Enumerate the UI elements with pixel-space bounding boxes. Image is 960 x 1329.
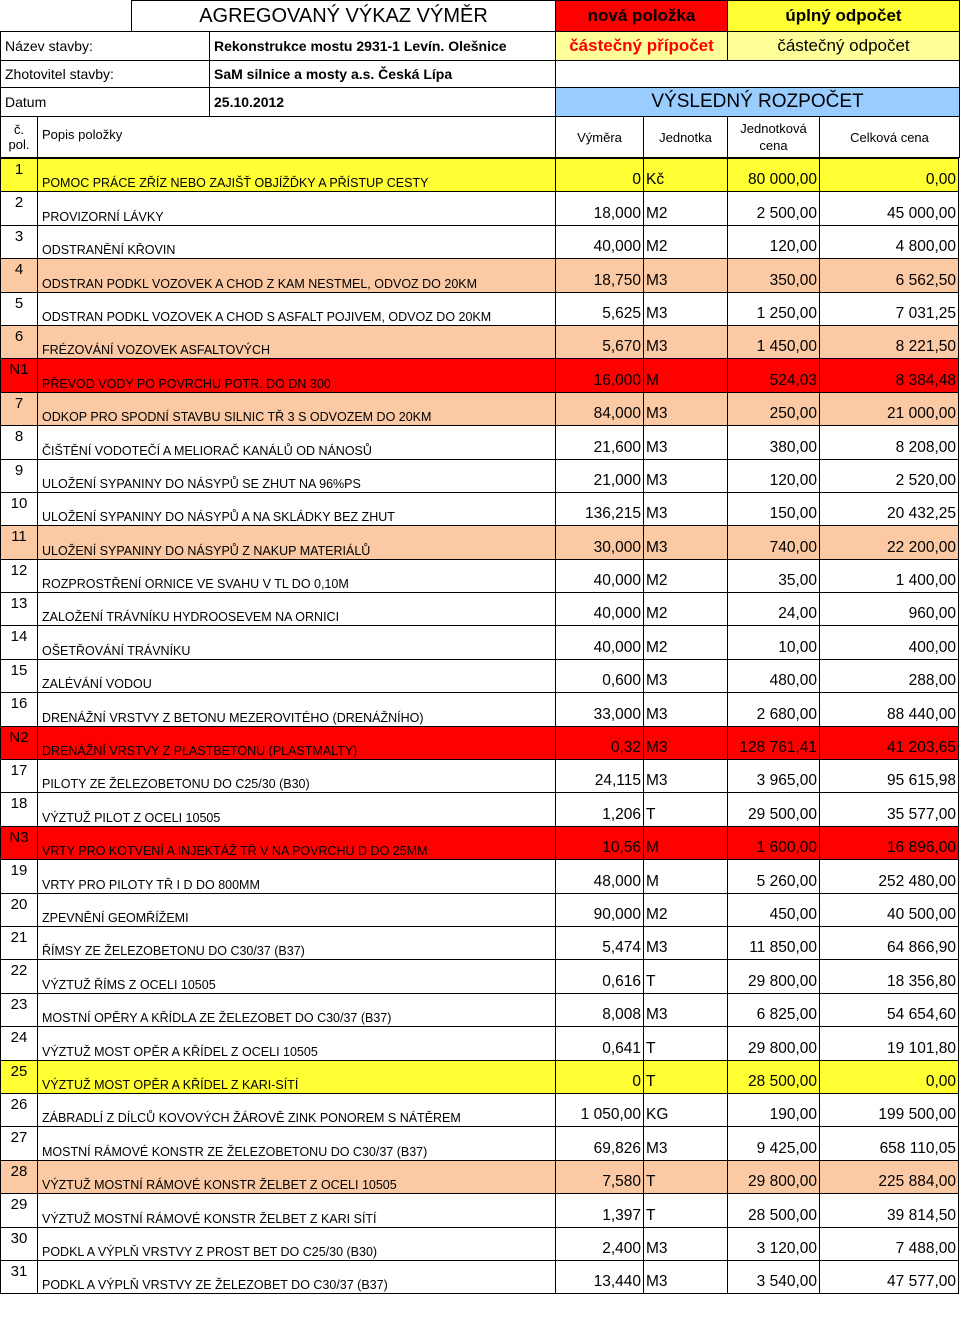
row-unit: KG <box>644 1093 728 1126</box>
row-quantity: 24,115 <box>556 760 644 793</box>
row-total-price: 1 400,00 <box>820 559 959 592</box>
row-total-price: 54 654,60 <box>820 993 959 1026</box>
row-total-price: 7 488,00 <box>820 1227 959 1260</box>
row-description: MOSTNÍ RÁMOVÉ KONSTR ZE ŽELEZOBETONU DO C30/37 (B37) <box>38 1127 556 1160</box>
row-total-price: 41 203,65 <box>820 726 959 759</box>
table-row <box>1 559 959 592</box>
row-total-price: 7 031,25 <box>820 292 959 325</box>
row-description: PILOTY ZE ŽELEZOBETONU DO C25/30 (B30) <box>38 760 556 793</box>
row-unit-price: 10,00 <box>728 626 820 659</box>
row-total-price: 658 110,05 <box>820 1127 959 1160</box>
row-quantity: 1,206 <box>556 793 644 826</box>
row-number: 23 <box>1 993 38 1026</box>
table-row <box>1 1227 959 1260</box>
row-number: 31 <box>1 1260 38 1293</box>
row-total-price: 225 884,00 <box>820 1160 959 1193</box>
row-unit-price: 250,00 <box>728 392 820 425</box>
row-number: 14 <box>1 626 38 659</box>
row-description: PROVIZORNÍ LÁVKY <box>38 192 556 225</box>
col-header-jednotkova-cena <box>727 116 820 158</box>
row-unit: M3 <box>644 492 728 525</box>
col-header-cislo-2: pol. <box>8 137 30 152</box>
row-total-price: 40 500,00 <box>820 893 959 926</box>
col-header-jedn-cena-2: cena <box>759 138 788 153</box>
row-total-price: 64 866,90 <box>820 926 959 959</box>
table-row <box>1 726 959 759</box>
zhotovitel-value: SaM silnice a mosty a.s. Česká Lípa <box>209 60 556 88</box>
row-unit: M3 <box>644 426 728 459</box>
row-unit: Kč <box>644 159 728 192</box>
row-unit-price: 524,03 <box>728 359 820 392</box>
legend-uplny-odpocet: úplný odpočet <box>727 0 960 32</box>
table-row <box>1 793 959 826</box>
row-quantity: 0,616 <box>556 960 644 993</box>
table-row <box>1 426 959 459</box>
row-total-price: 4 800,00 <box>820 225 959 258</box>
row-unit: M2 <box>644 559 728 592</box>
table-row <box>1 626 959 659</box>
row-unit-price: 2 500,00 <box>728 192 820 225</box>
items-body <box>1 159 959 1294</box>
row-unit-price: 9 425,00 <box>728 1127 820 1160</box>
row-total-price: 8 384,48 <box>820 359 959 392</box>
row-description: ULOŽENÍ SYPANINY DO NÁSYPŮ SE ZHUT NA 96%PS <box>38 459 556 492</box>
row-number: 4 <box>1 259 38 292</box>
row-unit: T <box>644 1194 728 1227</box>
table-row <box>1 593 959 626</box>
row-number: 17 <box>1 760 38 793</box>
row-number: 7 <box>1 392 38 425</box>
row-unit: M2 <box>644 626 728 659</box>
row-number: 12 <box>1 559 38 592</box>
header-blank-right <box>555 60 960 88</box>
row-quantity: 48,000 <box>556 860 644 893</box>
col-header-jednotka: Jednotka <box>643 116 728 158</box>
row-unit-price: 29 500,00 <box>728 793 820 826</box>
legend-nova-polozka: nová položka <box>555 0 728 32</box>
row-quantity: 5,474 <box>556 926 644 959</box>
table-row <box>1 259 959 292</box>
row-unit: M3 <box>644 1127 728 1160</box>
row-number: 8 <box>1 426 38 459</box>
col-header-celkova-cena: Celková cena <box>819 116 960 158</box>
row-number: 25 <box>1 1060 38 1093</box>
row-number: N1 <box>1 359 38 392</box>
row-unit-price: 740,00 <box>728 526 820 559</box>
table-row <box>1 459 959 492</box>
row-quantity: 13,440 <box>556 1260 644 1293</box>
row-unit-price: 80 000,00 <box>728 159 820 192</box>
table-row <box>1 659 959 692</box>
row-unit: T <box>644 1060 728 1093</box>
table-row <box>1 159 959 192</box>
row-description: VÝZTUŽ MOST OPĚR A KŘÍDEL Z OCELI 10505 <box>38 1027 556 1060</box>
row-quantity: 21,600 <box>556 426 644 459</box>
row-description: ODSTRANĚNÍ KŘOVIN <box>38 225 556 258</box>
row-description: ODSTRAN PODKL VOZOVEK A CHOD S ASFALT POJIVEM, ODVOZ DO 20KM <box>38 292 556 325</box>
row-unit: M <box>644 359 728 392</box>
row-number: 3 <box>1 225 38 258</box>
table-row <box>1 292 959 325</box>
items-table <box>0 158 959 1294</box>
row-quantity: 2,400 <box>556 1227 644 1260</box>
row-unit: M3 <box>644 292 728 325</box>
row-description: DRENÁŽNÍ VRSTVY Z BETONU MEZEROVITÉHO (DRENÁŽNÍHO) <box>38 693 556 726</box>
row-quantity: 0,641 <box>556 1027 644 1060</box>
table-row <box>1 325 959 358</box>
table-row <box>1 993 959 1026</box>
row-quantity: 0 <box>556 1060 644 1093</box>
row-unit-price: 6 825,00 <box>728 993 820 1026</box>
row-number: N2 <box>1 726 38 759</box>
row-unit-price: 1 250,00 <box>728 292 820 325</box>
table-row <box>1 1127 959 1160</box>
row-unit: M3 <box>644 526 728 559</box>
table-row <box>1 192 959 225</box>
row-total-price: 21 000,00 <box>820 392 959 425</box>
row-description: ULOŽENÍ SYPANINY DO NÁSYPŮ A NA SKLÁDKY BEZ ZHUT <box>38 492 556 525</box>
row-quantity: 40,000 <box>556 626 644 659</box>
row-unit: M2 <box>644 192 728 225</box>
row-unit-price: 3 965,00 <box>728 760 820 793</box>
row-unit-price: 29 800,00 <box>728 1027 820 1060</box>
row-unit: M3 <box>644 726 728 759</box>
row-unit-price: 128 761,41 <box>728 726 820 759</box>
row-quantity: 33,000 <box>556 693 644 726</box>
table-row <box>1 693 959 726</box>
row-unit-price: 2 680,00 <box>728 693 820 726</box>
row-unit-price: 29 800,00 <box>728 1160 820 1193</box>
row-number: 28 <box>1 1160 38 1193</box>
row-number: 26 <box>1 1093 38 1126</box>
row-unit-price: 28 500,00 <box>728 1060 820 1093</box>
sheet-header <box>0 0 960 158</box>
table-row <box>1 1060 959 1093</box>
table-row <box>1 1093 959 1126</box>
row-quantity: 0,32 <box>556 726 644 759</box>
legend-castecny-pripocet: částečný přípočet <box>555 31 728 61</box>
row-number: 2 <box>1 192 38 225</box>
row-unit-price: 3 120,00 <box>728 1227 820 1260</box>
row-unit: M3 <box>644 760 728 793</box>
row-unit-price: 380,00 <box>728 426 820 459</box>
col-header-popis: Popis položky <box>37 116 556 158</box>
row-number: 9 <box>1 459 38 492</box>
col-header-cislo <box>0 116 38 158</box>
col-header-jedn-cena-1: Jednotková <box>740 121 807 136</box>
row-description: ZALOŽENÍ TRÁVNÍKU HYDROOSEVEM NA ORNICI <box>38 593 556 626</box>
row-description: VÝZTUŽ MOSTNÍ RÁMOVÉ KONSTR ŽELBET Z OCELI 10505 <box>38 1160 556 1193</box>
row-quantity: 40,000 <box>556 225 644 258</box>
row-unit: M3 <box>644 392 728 425</box>
table-row <box>1 860 959 893</box>
row-total-price: 16 896,00 <box>820 826 959 859</box>
row-total-price: 19 101,80 <box>820 1027 959 1060</box>
row-description: PODKL A VÝPLŇ VRSTVY Z PROST BET DO C25/30 (B30) <box>38 1227 556 1260</box>
table-row <box>1 526 959 559</box>
table-row <box>1 359 959 392</box>
table-row <box>1 392 959 425</box>
row-total-price: 45 000,00 <box>820 192 959 225</box>
row-description: ŘÍMSY ZE ŽELEZOBETONU DO C30/37 (B37) <box>38 926 556 959</box>
table-row <box>1 1194 959 1227</box>
row-number: 29 <box>1 1194 38 1227</box>
row-total-price: 8 221,50 <box>820 325 959 358</box>
row-quantity: 90,000 <box>556 893 644 926</box>
row-unit-price: 11 850,00 <box>728 926 820 959</box>
row-number: 18 <box>1 793 38 826</box>
row-quantity: 7,580 <box>556 1160 644 1193</box>
datum-value: 25.10.2012 <box>209 87 556 117</box>
row-unit-price: 150,00 <box>728 492 820 525</box>
vysledny-rozpocet: VÝSLEDNÝ ROZPOČET <box>555 87 960 117</box>
row-unit-price: 1 450,00 <box>728 325 820 358</box>
row-number: 13 <box>1 593 38 626</box>
row-unit-price: 3 540,00 <box>728 1260 820 1293</box>
row-description: ODKOP PRO SPODNÍ STAVBU SILNIC TŘ 3 S ODVOZEM DO 20KM <box>38 392 556 425</box>
row-number: 27 <box>1 1127 38 1160</box>
row-number: 30 <box>1 1227 38 1260</box>
row-description: PODKL A VÝPLŇ VRSTVY ZE ŽELEZOBET DO C30/37 (B37) <box>38 1260 556 1293</box>
row-unit: M3 <box>644 459 728 492</box>
row-description: DRENÁŽNÍ VRSTVY Z PLASTBETONU (PLASTMALTY) <box>38 726 556 759</box>
row-quantity: 10,56 <box>556 826 644 859</box>
table-row <box>1 826 959 859</box>
row-number: 16 <box>1 693 38 726</box>
row-total-price: 20 432,25 <box>820 492 959 525</box>
header-blank-left <box>0 0 132 32</box>
row-description: OŠETŘOVÁNÍ TRÁVNÍKU <box>38 626 556 659</box>
row-total-price: 400,00 <box>820 626 959 659</box>
row-quantity: 1,397 <box>556 1194 644 1227</box>
row-description: PŘEVOD VODY PO POVRCHU POTR. DO DN 300 <box>38 359 556 392</box>
table-row <box>1 1027 959 1060</box>
row-unit: M3 <box>644 693 728 726</box>
row-total-price: 22 200,00 <box>820 526 959 559</box>
row-number: 21 <box>1 926 38 959</box>
row-unit-price: 35,00 <box>728 559 820 592</box>
row-unit: M3 <box>644 259 728 292</box>
row-total-price: 960,00 <box>820 593 959 626</box>
row-unit: T <box>644 793 728 826</box>
row-quantity: 5,670 <box>556 325 644 358</box>
row-description: VÝZTUŽ MOST OPĚR A KŘÍDEL Z KARI-SÍTÍ <box>38 1060 556 1093</box>
row-description: VÝZTUŽ MOSTNÍ RÁMOVÉ KONSTR ŽELBET Z KARI SÍTÍ <box>38 1194 556 1227</box>
nazev-label: Název stavby: <box>0 31 210 61</box>
row-quantity: 69,826 <box>556 1127 644 1160</box>
row-unit-price: 450,00 <box>728 893 820 926</box>
row-unit-price: 24,00 <box>728 593 820 626</box>
row-description: ZALÉVÁNÍ VODOU <box>38 659 556 692</box>
row-quantity: 8,008 <box>556 993 644 1026</box>
row-unit: M2 <box>644 593 728 626</box>
row-total-price: 8 208,00 <box>820 426 959 459</box>
row-total-price: 0,00 <box>820 159 959 192</box>
row-quantity: 40,000 <box>556 593 644 626</box>
row-quantity: 21,000 <box>556 459 644 492</box>
row-total-price: 18 356,80 <box>820 960 959 993</box>
table-row <box>1 760 959 793</box>
row-description: VÝZTUŽ PILOT Z OCELI 10505 <box>38 793 556 826</box>
row-description: VRTY PRO PILOTY TŘ I D DO 800MM <box>38 860 556 893</box>
row-quantity: 84,000 <box>556 392 644 425</box>
table-row <box>1 926 959 959</box>
col-header-cislo-1: č. <box>13 122 25 137</box>
row-unit: T <box>644 1160 728 1193</box>
row-unit-price: 5 260,00 <box>728 860 820 893</box>
row-description: VÝZTUŽ ŘÍMS Z OCELI 10505 <box>38 960 556 993</box>
row-total-price: 35 577,00 <box>820 793 959 826</box>
row-total-price: 252 480,00 <box>820 860 959 893</box>
row-description: ROZPROSTŘENÍ ORNICE VE SVAHU V TL DO 0,10M <box>38 559 556 592</box>
row-unit-price: 120,00 <box>728 225 820 258</box>
row-quantity: 40,000 <box>556 559 644 592</box>
row-unit-price: 1 600,00 <box>728 826 820 859</box>
row-quantity: 5,625 <box>556 292 644 325</box>
row-total-price: 2 520,00 <box>820 459 959 492</box>
row-description: FRÉZOVÁNÍ VOZOVEK ASFALTOVÝCH <box>38 325 556 358</box>
row-number: 10 <box>1 492 38 525</box>
row-unit-price: 480,00 <box>728 659 820 692</box>
row-description: VRTY PRO KOTVENÍ A INJEKTÁŽ TŘ V NA POVRCHU D DO 25MM <box>38 826 556 859</box>
nazev-value: Rekonstrukce mostu 2931-1 Levín. Olešnice <box>209 31 556 61</box>
row-number: 19 <box>1 860 38 893</box>
row-description: ODSTRAN PODKL VOZOVEK A CHOD Z KAM NESTMEL, ODVOZ DO 20KM <box>38 259 556 292</box>
row-total-price: 47 577,00 <box>820 1260 959 1293</box>
col-header-vymera: Výměra <box>555 116 644 158</box>
row-quantity: 0 <box>556 159 644 192</box>
row-quantity: 136,215 <box>556 492 644 525</box>
row-unit-price: 350,00 <box>728 259 820 292</box>
row-description: POMOC PRÁCE ZŘÍZ NEBO ZAJIŠŤ OBJÍŽĎKY A PŘÍSTUP CESTY <box>38 159 556 192</box>
items-grid <box>0 158 960 1294</box>
row-unit-price: 120,00 <box>728 459 820 492</box>
row-number: 1 <box>1 159 38 192</box>
row-quantity: 16,000 <box>556 359 644 392</box>
row-total-price: 88 440,00 <box>820 693 959 726</box>
row-unit: T <box>644 960 728 993</box>
row-unit: M3 <box>644 926 728 959</box>
table-row <box>1 225 959 258</box>
row-total-price: 95 615,98 <box>820 760 959 793</box>
row-total-price: 0,00 <box>820 1060 959 1093</box>
zhotovitel-label: Zhotovitel stavby: <box>0 60 210 88</box>
row-unit: M <box>644 860 728 893</box>
row-unit-price: 190,00 <box>728 1093 820 1126</box>
row-unit-price: 28 500,00 <box>728 1194 820 1227</box>
row-number: 11 <box>1 526 38 559</box>
row-unit: M2 <box>644 225 728 258</box>
row-number: 5 <box>1 292 38 325</box>
row-number: 24 <box>1 1027 38 1060</box>
row-description: ČIŠTĚNÍ VODOTEČÍ A MELIORAČ KANÁLŮ OD NÁNOSŮ <box>38 426 556 459</box>
table-row <box>1 893 959 926</box>
datum-label: Datum <box>0 87 210 117</box>
row-description: ULOŽENÍ SYPANINY DO NÁSYPŮ Z NAKUP MATERIÁLŮ <box>38 526 556 559</box>
row-quantity: 1 050,00 <box>556 1093 644 1126</box>
legend-castecny-odpocet: částečný odpočet <box>727 31 960 61</box>
row-description: ZPEVNĚNÍ GEOMŘÍŽEMI <box>38 893 556 926</box>
row-unit: M3 <box>644 993 728 1026</box>
row-number: 6 <box>1 325 38 358</box>
row-quantity: 18,000 <box>556 192 644 225</box>
row-quantity: 18,750 <box>556 259 644 292</box>
row-total-price: 288,00 <box>820 659 959 692</box>
row-unit: M3 <box>644 1260 728 1293</box>
row-total-price: 6 562,50 <box>820 259 959 292</box>
table-row <box>1 1160 959 1193</box>
row-quantity: 0,600 <box>556 659 644 692</box>
row-unit: M <box>644 826 728 859</box>
table-row <box>1 960 959 993</box>
row-number: 20 <box>1 893 38 926</box>
table-row <box>1 1260 959 1293</box>
row-description: ZÁBRADLÍ Z DÍLCŮ KOVOVÝCH ŽÁROVĚ ZINK PONOREM S NÁTĚREM <box>38 1093 556 1126</box>
row-quantity: 30,000 <box>556 526 644 559</box>
row-total-price: 39 814,50 <box>820 1194 959 1227</box>
row-number: N3 <box>1 826 38 859</box>
row-number: 22 <box>1 960 38 993</box>
table-row <box>1 492 959 525</box>
row-description: MOSTNÍ OPĚRY A KŘÍDLA ZE ŽELEZOBET DO C30/37 (B37) <box>38 993 556 1026</box>
row-total-price: 199 500,00 <box>820 1093 959 1126</box>
row-unit-price: 29 800,00 <box>728 960 820 993</box>
row-unit: M3 <box>644 659 728 692</box>
row-unit: T <box>644 1027 728 1060</box>
sheet-title: AGREGOVANÝ VÝKAZ VÝMĚR <box>131 0 556 32</box>
row-number: 15 <box>1 659 38 692</box>
row-unit: M3 <box>644 325 728 358</box>
row-unit: M2 <box>644 893 728 926</box>
row-unit: M3 <box>644 1227 728 1260</box>
